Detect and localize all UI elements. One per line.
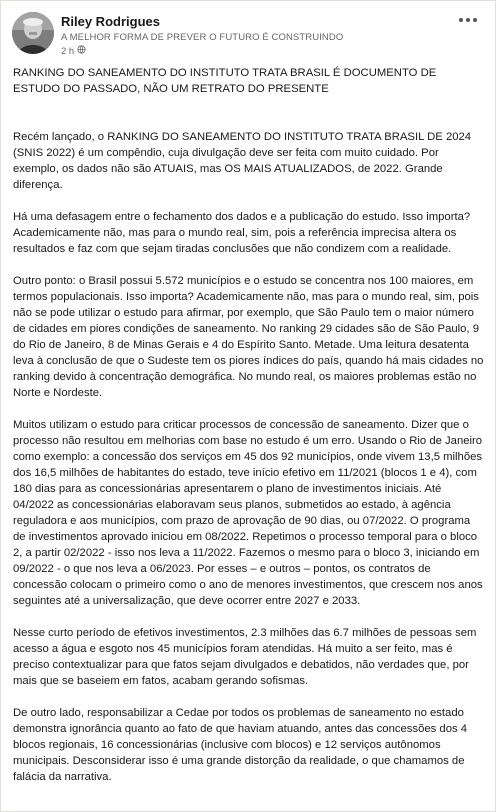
more-horizontal-icon	[458, 17, 478, 23]
post-body	[1, 59, 495, 785]
post-title: RANKING DO SANEAMENTO DO INSTITUTO TRATA BRASIL É DOCUMENTO DE ESTUDO DO PASSADO, NÃO UM RETRATO DO PRESENTE	[13, 67, 437, 95]
globe-icon	[77, 45, 86, 57]
post-paragraph: Nesse curto período de efetivos investimentos, 2.3 milhões das 6.7 milhões de pessoas sem acesso a água e esgoto nos 45 municípios foram atendidas. Há muito a ser feito, mas é preciso contextualizar para que fatos sejam divulgados e debatidos, não verdades que, por mais que se baseiem em fatos, acabam gerando sofismas.	[13, 627, 477, 687]
post-paragraph: Muitos utilizam o estudo para criticar processos de concessão de saneamento. Dizer que o processo não resultou em melhorias com base no estudo é um erro. Usando o Rio de Janeiro como exemplo: a concessão dos serviços em 45 dos 92 municípios, onde vivem 13,5 milhões dos 16,5 milhões de habitantes do estado, teve início efetivo em 11/2021 (blocos 1 e 4), com 180 dias para as concessionárias apresentarem o plano de investimentos iniciais. Até 04/2022 as concessionárias elaboravam seus planos, submetidos ao estado, à agência reguladora e aos municípios, com prazo de aprovação de 90 dias, ou 07/2022. O programa de investimentos aprovado iniciou em 08/2022. Repetimos o processo temporal para o bloco 2, a partir 02/2022 - isso nos leva a 11/2022. Fazemos o mesmo para o bloco 3, iniciando em 09/2022 - o que nos leva a 06/2023. Por esses – e outros – pontos, os contratos de concessão colocam o primeiro como o ano de menores investimentos, que crescem nos anos seguintes até a universalização, que deve ocorrer entre 2027 e 2033.	[13, 419, 483, 607]
author-headline: A MELHOR FORMA DE PREVER O FUTURO É CONSTRUINDO	[61, 32, 344, 43]
post-meta	[61, 45, 86, 57]
post-paragraph: De outro lado, responsabilizar a Cedae por todos os problemas de saneamento no estado demonstra ignorância quanto ao fato de que haviam atuando, antes das concessões dos 4 blocos regionais, 16 concessionárias (inclusive com blocos) e 12 serviços autônomos municipais. Desconsiderar isso é uma grande distorção da realidade, o que chamamos de falácia da narrativa.	[13, 707, 468, 783]
post-paragraph: Recém lançado, o RANKING DO SANEAMENTO DO INSTITUTO TRATA BRASIL DE 2024 (SNIS 2022) é um compêndio, cuja divulgação deve ser feita com muito cuidado. Por exemplo, os dados não são ATUAIS, mas OS MAIS ATUALIZADOS, de 2022. Grande diferença.	[13, 131, 472, 191]
avatar[interactable]	[12, 12, 54, 54]
avatar-photo	[12, 12, 54, 54]
post-paragraph: Outro ponto: o Brasil possui 5.572 municípios e o estudo se concentra nos 100 maiores, em termos populacionais. Isso importa? Academicamente não, mas para o mundo real, sim, pois não se pode utilizar o estudo para afirmar, por exemplo, que São Paulo tem o maior número de cidades em piores condições de saneamento. No ranking 29 cidades são de São Paulo, 9 do Rio de Janeiro, 8 de Minas Gerais e 4 do Espírito Santo. Metade. Uma leitura desatenta leva à conclusão de que o Sudeste tem os piores índices do país, quando há mais cidades no ranking devido à concentração demográfica. No mundo real, os maiores problemas estão no Norte e Nordeste.	[13, 275, 484, 399]
post-time: 2 h	[61, 45, 75, 57]
post-header	[1, 1, 495, 59]
post-paragraph: Há uma defasagem entre o fechamento dos dados e a publicação do estudo. Isso importa? Academicamente não, mas para o mundo real, sim, pois a referência imprecisa altera os resultados e faz com que sejam tiradas conclusões que não condizem com a realidade.	[13, 211, 471, 255]
author-name[interactable]: Riley Rodrigues	[61, 14, 160, 29]
more-options-button[interactable]	[455, 11, 481, 29]
